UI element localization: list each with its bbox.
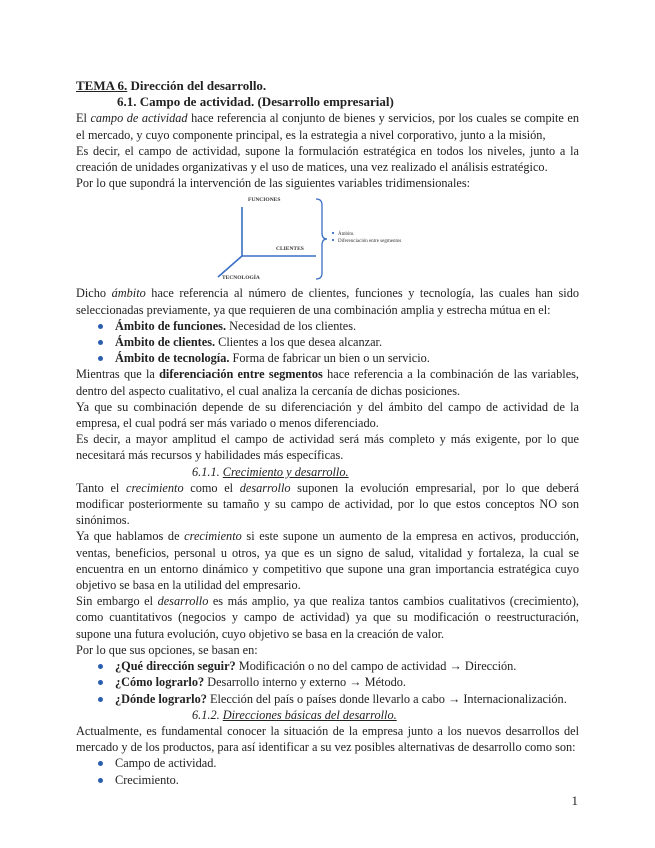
paragraph: Ya que hablamos de crecimiento si este supone un aumento de la empresa en activos, producción, ventas, beneficios, personal u otros, ya que es un signo de salud, vitalidad y fortaleza, la cual se encuentra en un entorno dinámico y competitivo que supone una gran importancia estratégica cuyo objetivo se basa en la utilidad del empresario. (76, 529, 579, 593)
note-bullet (332, 232, 334, 234)
subsection-heading: 6.1.1. Crecimiento y desarrollo. (192, 464, 349, 479)
note-bullet (332, 239, 334, 241)
ambito-list (76, 318, 579, 367)
diagram-svg (76, 193, 579, 281)
list-item: Campo de actividad. (76, 755, 579, 771)
subsection-heading: 6.1.2. Direcciones básicas del desarrollo. (192, 707, 397, 722)
topic-number: TEMA 6. (76, 78, 128, 93)
axis-tecnologia (218, 256, 242, 277)
paragraph: Por lo que sus opciones, se basan en: (76, 642, 258, 657)
list-item: Ámbito de tecnología. Forma de fabricar un bien o un servicio. (76, 350, 579, 366)
topic-heading (76, 78, 579, 94)
axis-label-funciones: FUNCIONES (248, 197, 281, 204)
paragraph: Ya que su combinación depende de su diferenciación y del ámbito del campo de actividad de la empresa, el cual podrá ser más variado o menos diferenciado. (76, 399, 579, 431)
note-ambito: Ámbito. (338, 232, 355, 238)
paragraph: Por lo que supondrá la intervención de las siguientes variables tridimensionales: (76, 176, 471, 191)
paragraph: Actualmente, es fundamental conocer la situación de la empresa junto a los nuevos desarrollos del mercado y de los productos, para así identificar a su vez posibles alternativas de desarrollo como son: (76, 723, 579, 755)
paragraph: Dicho ámbito hace referencia al número de clientes, funciones y tecnología, las cuales han sido seleccionadas previamente, ya que requieren de una combinación amplia y estrecha mútua en el: (76, 286, 579, 317)
axis-label-tecnologia: TECNOLOGÍA (222, 275, 260, 282)
section-heading: 6.1. Campo de actividad. (Desarrollo empresarial) (117, 94, 394, 110)
list-item: Crecimiento. (76, 772, 579, 788)
paragraph: Sin embargo el desarrollo es más amplio, ya que realiza tantos cambios cualitativos (crecimiento), como cuantitativos (negocios y campo de actividad) ya que su modificación o reestructuración, supone una futura evolución, cuyo objetivo se basa en la creación de valor. (76, 594, 580, 641)
alternatives-list (76, 755, 579, 787)
list-item: ¿Qué dirección seguir? Modificación o no del campo de actividad → Dirección. (76, 658, 579, 674)
list-item: ¿Cómo lograrlo? Desarrollo interno y externo → Método. (76, 674, 579, 690)
axis-label-clientes: CLIENTES (276, 246, 304, 253)
page-number: 1 (571, 793, 578, 808)
paragraph: Mientras que la diferenciación entre segmentos hace referencia a la combinación de las variables, dentro del aspecto cualitativo, el cual analiza la cercanía de dichas posiciones. (76, 367, 580, 398)
note-diferenciacion: Diferenciación entre segmentos (338, 239, 402, 245)
tridimensional-diagram (76, 193, 579, 281)
paragraph: El campo de actividad hace referencia al conjunto de bienes y servicios, por los cuales se compite en el mercado, y cuyo componente principal, es la estrategia a nivel corporativo, junto a la misión, (76, 111, 579, 142)
document-page (76, 78, 579, 788)
curly-brace (316, 199, 327, 279)
paragraph: Tanto el crecimiento como el desarrollo suponen la evolución empresarial, por lo que deberá modificar posteriormente su tamaño y su campo de actividad, por lo que estos conceptos NO son sinónimos. (76, 480, 579, 528)
paragraph: Es decir, el campo de actividad, supone la formulación estratégica en todos los niveles, junto a la creación de unidades organizativas y el uso de matices, una vez realizado el análisis estratégico. (76, 143, 579, 175)
options-list (76, 658, 579, 707)
topic-title: Dirección del desarrollo. (127, 78, 267, 93)
list-item: Ámbito de clientes. Clientes a los que desea alcanzar. (76, 334, 579, 350)
list-item: ¿Dónde lograrlo? Elección del país o países donde llevarlo a cabo → Internacionalización. (76, 691, 579, 707)
list-item: Ámbito de funciones. Necesidad de los clientes. (76, 318, 579, 334)
paragraph: Es decir, a mayor amplitud el campo de actividad será más completo y más exigente, por lo que necesitará más recursos y habilidades más específicas. (76, 432, 579, 463)
